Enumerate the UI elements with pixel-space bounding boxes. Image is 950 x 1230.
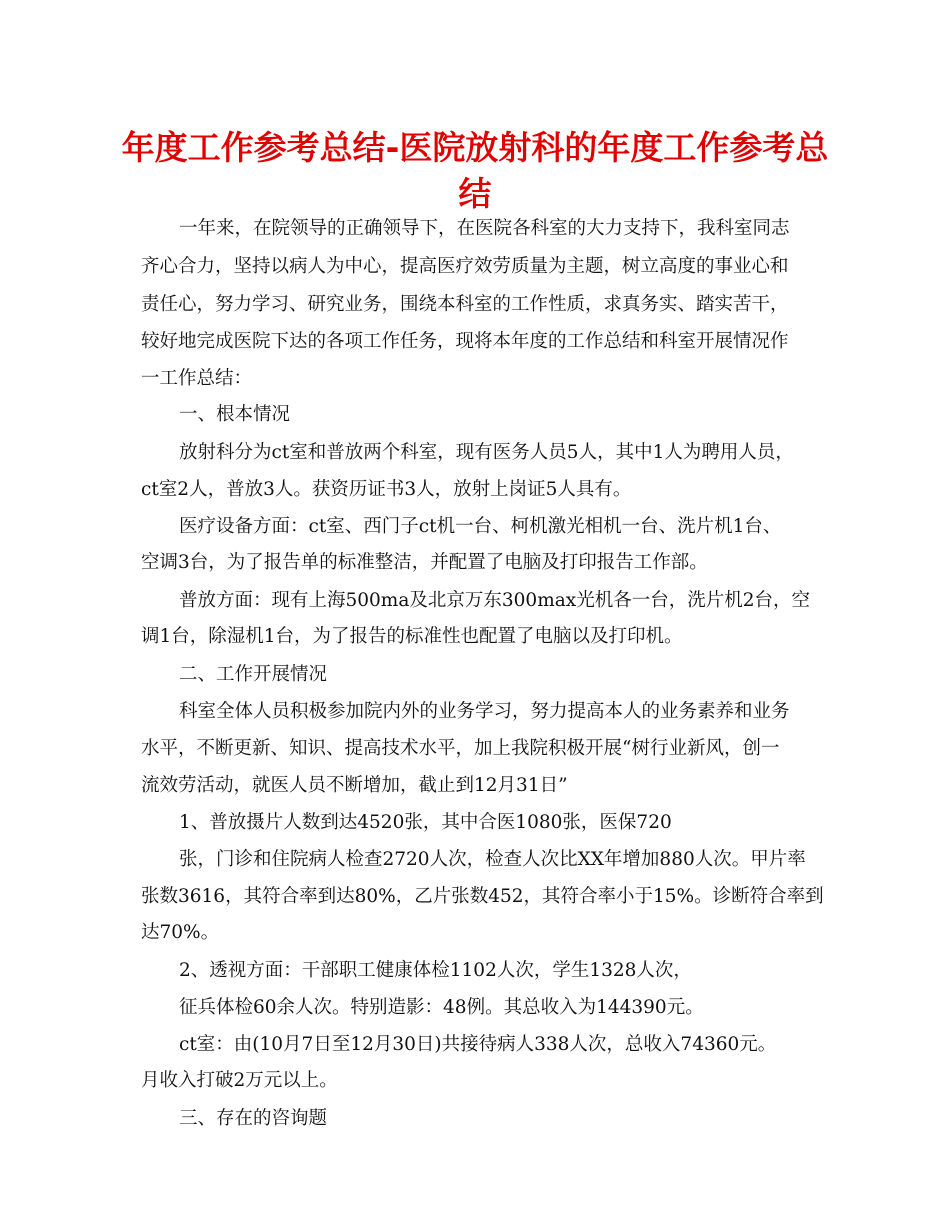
paragraph-line: 空调3台，为了报告单的标准整洁，并配置了电脑及打印报告工作部。: [141, 552, 708, 573]
document-title-line-2: 结: [458, 174, 492, 213]
paragraph-line: 水平，不断更新、知识、提高技术水平，加上我院积极开展“树行业新风，创一: [141, 738, 780, 759]
section-heading: 三、存在的咨询题: [179, 1108, 328, 1129]
paragraph-line: 科室全体人员积极参加院内外的业务学习，努力提高本人的业务素养和业务: [179, 701, 790, 722]
paragraph-line: 齐心合力，坚持以病人为中心，提高医疗效劳质量为主题，树立高度的事业心和: [141, 256, 789, 277]
paragraph-line: 一工作总结：: [141, 368, 253, 389]
paragraph-line: 流效劳活动，就医人员不断增加，截止到12月31日”: [141, 775, 568, 796]
paragraph-line: 一年来，在院领导的正确领导下，在医院各科室的大力支持下，我科室同志: [179, 218, 790, 239]
document-title-line-1: 年度工作参考总结-医院放射科的年度工作参考总: [121, 128, 829, 167]
paragraph-line: 调1台，除湿机1台，为了报告的标准性也配置了电脑以及打印机。: [141, 626, 683, 647]
paragraph-line: ct室2人，普放3人。获资历证书3人，放射上岗证5人具有。: [141, 479, 632, 500]
paragraph-line: 1、普放摄片人数到达4520张，其中合医1080张，医保720: [179, 812, 672, 833]
paragraph-line: 放射科分为ct室和普放两个科室，现有医务人员5人，其中1人为聘用人员，: [179, 442, 794, 463]
paragraph-line: 2、透视方面：干部职工健康体检1102人次，学生1328人次，: [179, 960, 692, 981]
paragraph-line: 达70%。: [141, 922, 220, 943]
paragraph-line: 普放方面：现有上海500ma及北京万东300max光机各一台，洗片机2台，空: [179, 590, 810, 611]
section-heading: 一、根本情况: [179, 404, 291, 425]
paragraph-line: 张数3616，其符合率到达80%，乙片张数452，其符合率小于15%。诊断符合率到: [141, 886, 824, 907]
section-heading: 二、工作开展情况: [179, 664, 328, 685]
paragraph-line: 责任心，努力学习、研究业务，围绕本科室的工作性质，求真务实、踏实苦干，: [141, 294, 789, 315]
paragraph-line: ct室：由(10月7日至12月30日)共接待病人338人次，总收入74360元。: [179, 1034, 777, 1055]
paragraph-line: 月收入打破2万元以上。: [141, 1070, 338, 1091]
paragraph-line: 医疗设备方面：ct室、西门子ct机一台、柯机激光相机一台、洗片机1台、: [179, 516, 782, 537]
paragraph-line: 张，门诊和住院病人检查2720人次，检查人次比XX年增加880人次。甲片率: [179, 849, 806, 870]
paragraph-line: 较好地完成医院下达的各项工作任务，现将本年度的工作总结和科室开展情况作: [141, 331, 789, 352]
paragraph-line: 征兵体检60余人次。特别造影：48例。其总收入为144390元。: [179, 997, 704, 1018]
